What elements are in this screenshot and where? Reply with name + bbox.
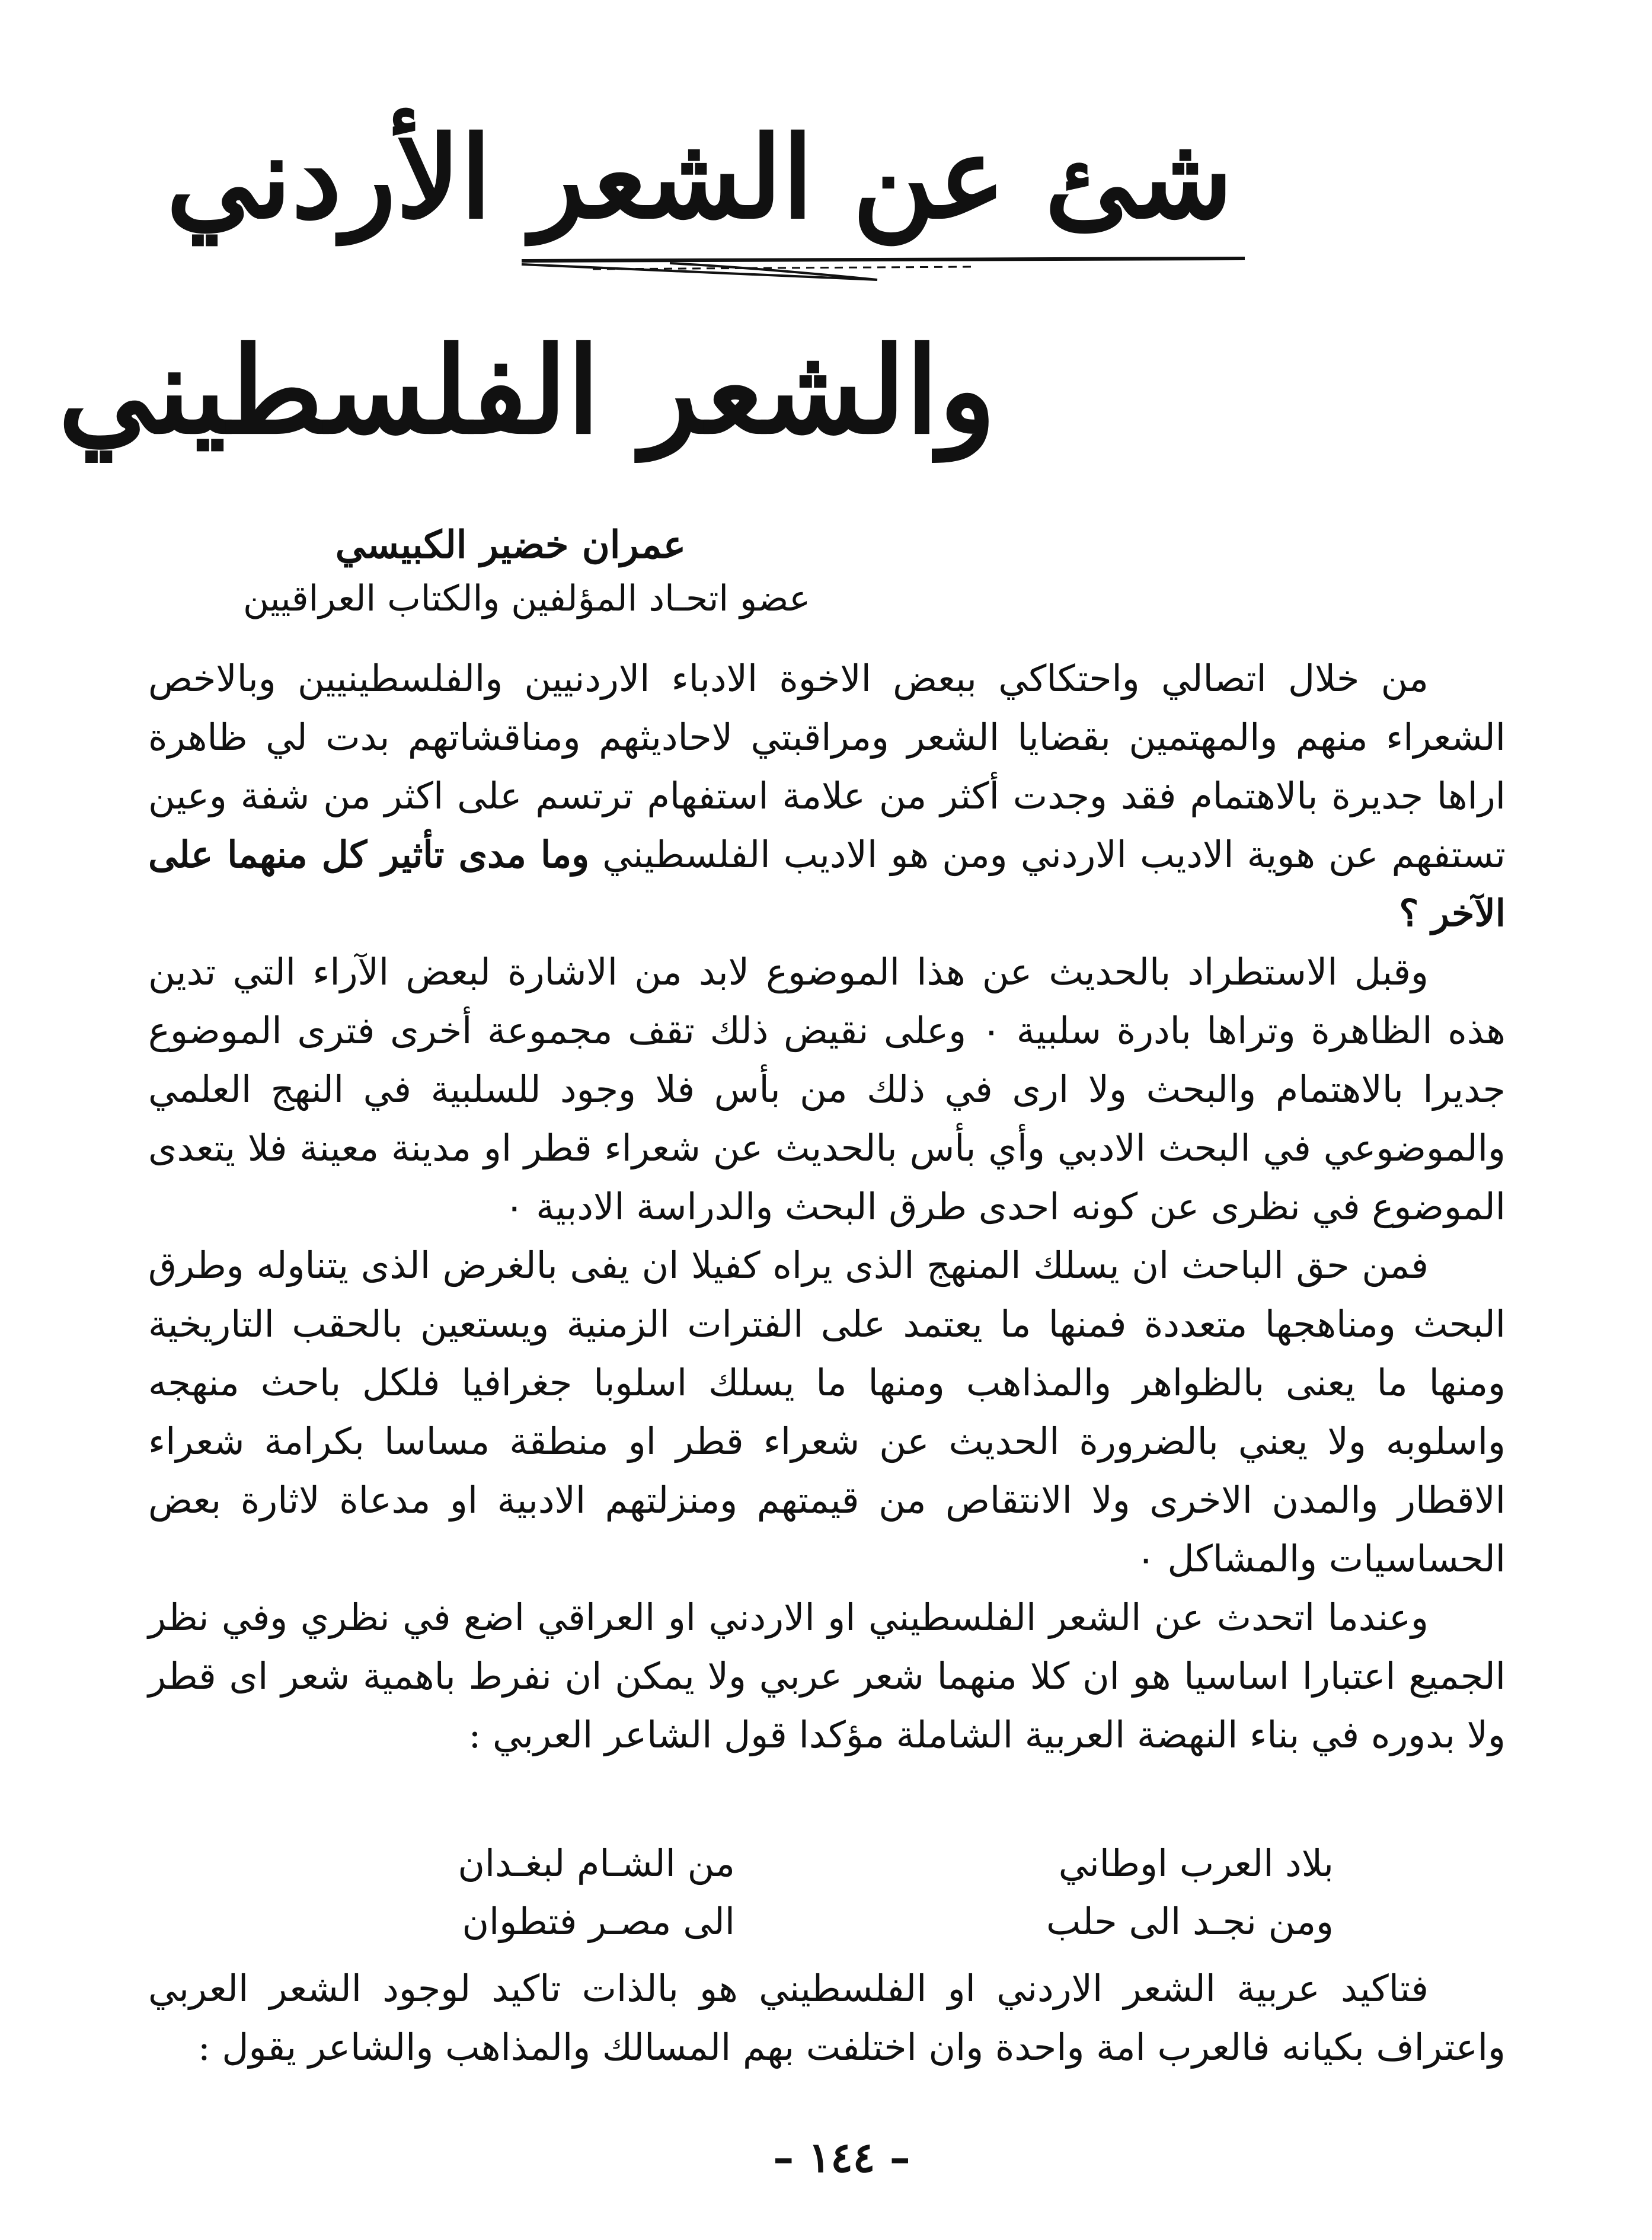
article-title-line-1: شئ عن الشعر الأردني — [166, 111, 1233, 244]
article-body — [148, 649, 1506, 1764]
article-title-line-2: والشعر الفلسطيني — [58, 321, 996, 461]
paragraph-1-text: من خلال اتصالي واحتكاكي ببعض الاخوة الادباء الاردنيين والفلسطينيين وبالاخص الشعراء منهم والمهتمين بقضايا الشعر ومراقبتي لاحاديثهم ومناقشاتهم بدت لي ظاهرة اراها جديرة بالاهتمام فقد وجدت أكثر من علامة استفهام ترتسم على اكثر من شفة وعين تستفهم عن هوية الاديب الاردني ومن هو الاديب الفلسطيني — [148, 657, 1506, 876]
paragraph-3-text: فمن حق الباحث ان يسلك المنهج الذى يراه كفيلا ان يفى بالغرض الذى يتناوله وطرق البحث ومناهجها متعددة فمنها ما يعتمد على الفترات الزمنية ويستعين بالحقب التاريخية ومنها ما يعنى بالظواهر والمذاهب ومنها ما يسلك اسلوبا جغرافيا فلكل باحث منهجه واسلوبه ولا يعني بالضرورة الحديث عن شعراء قطر او منطقة مساسا بكرامة شعراء الاقطار والمدن الاخرى ولا الانتقاص من قيمتهم ومنزلتهم الادبية او مدعاة لاثارة بعض الحساسيات والمشاكل ٠ — [148, 1244, 1506, 1580]
paragraph-3 — [148, 1236, 1506, 1588]
verse-line — [356, 1893, 1334, 1951]
verse-line — [356, 1835, 1334, 1893]
paragraph-2-text: وقبل الاستطراد بالحديث عن هذا الموضوع لابد من الاشارة لبعض الآراء التي تدين هذه الظاهرة وتراها بادرة سلبية ٠ وعلى نقيض ذلك تقف مجموعة أخرى فترى الموضوع جديرا بالاهتمام والبحث ولا ارى في ذلك من بأس فلا وجود للسلبية في النهج العلمي والموضوعي في البحث الادبي وأي بأس بالحديث عن شعراء قطر او مدينة معينة فلا يتعدى الموضوع في نظرى عن كونه احدى طرق البحث والدراسة الادبية ٠ — [148, 950, 1506, 1228]
closing-paragraph-text: فتاكيد عربية الشعر الاردني او الفلسطيني هو بالذات تاكيد لوجود الشعر العربي واعتراف بكيانه فالعرب امة واحدة وان اختلفت بهم المسالك والمذاهب والشاعر يقول : — [148, 1967, 1506, 2069]
paragraph-4 — [148, 1588, 1506, 1764]
paragraph-2 — [148, 942, 1506, 1236]
paragraph-4-text: وعندما اتحدث عن الشعر الفلسطيني او الاردني او العراقي اضع في نظري وفي نظر الجميع اعتبارا اساسيا هو ان كلا منهما شعر عربي ولا يمكن ان نفرط باهمية شعر اى قطر ولا بدوره في بناء النهضة العربية الشاملة مؤكدا قول الشاعر العربي : — [148, 1596, 1506, 1756]
author-name: عمران خضير الكبيسي — [335, 523, 686, 567]
paragraph-1 — [148, 649, 1506, 942]
paragraph-1-bold-text: وما مدى تأثير كل منهما على الآخر ؟ — [148, 833, 1506, 935]
verse-line-2-second-hemistich: الى مصـر فتطوان — [462, 1900, 735, 1943]
title-divider-flourish — [522, 256, 1245, 292]
poem-verse — [356, 1835, 1334, 1951]
verse-line-1-second-hemistich: من الشـام لبغـدان — [458, 1842, 735, 1885]
page-number: – ١٤٤ – — [773, 2133, 910, 2182]
verse-line-2-first-hemistich: ومن نجـد الى حلب — [1046, 1900, 1334, 1943]
author-affiliation: عضو اتحـاد المؤلفين والكتاب العراقيين — [242, 578, 810, 619]
verse-line-1-first-hemistich: بلاد العرب اوطاني — [1058, 1842, 1334, 1885]
closing-paragraph — [148, 1959, 1506, 2076]
